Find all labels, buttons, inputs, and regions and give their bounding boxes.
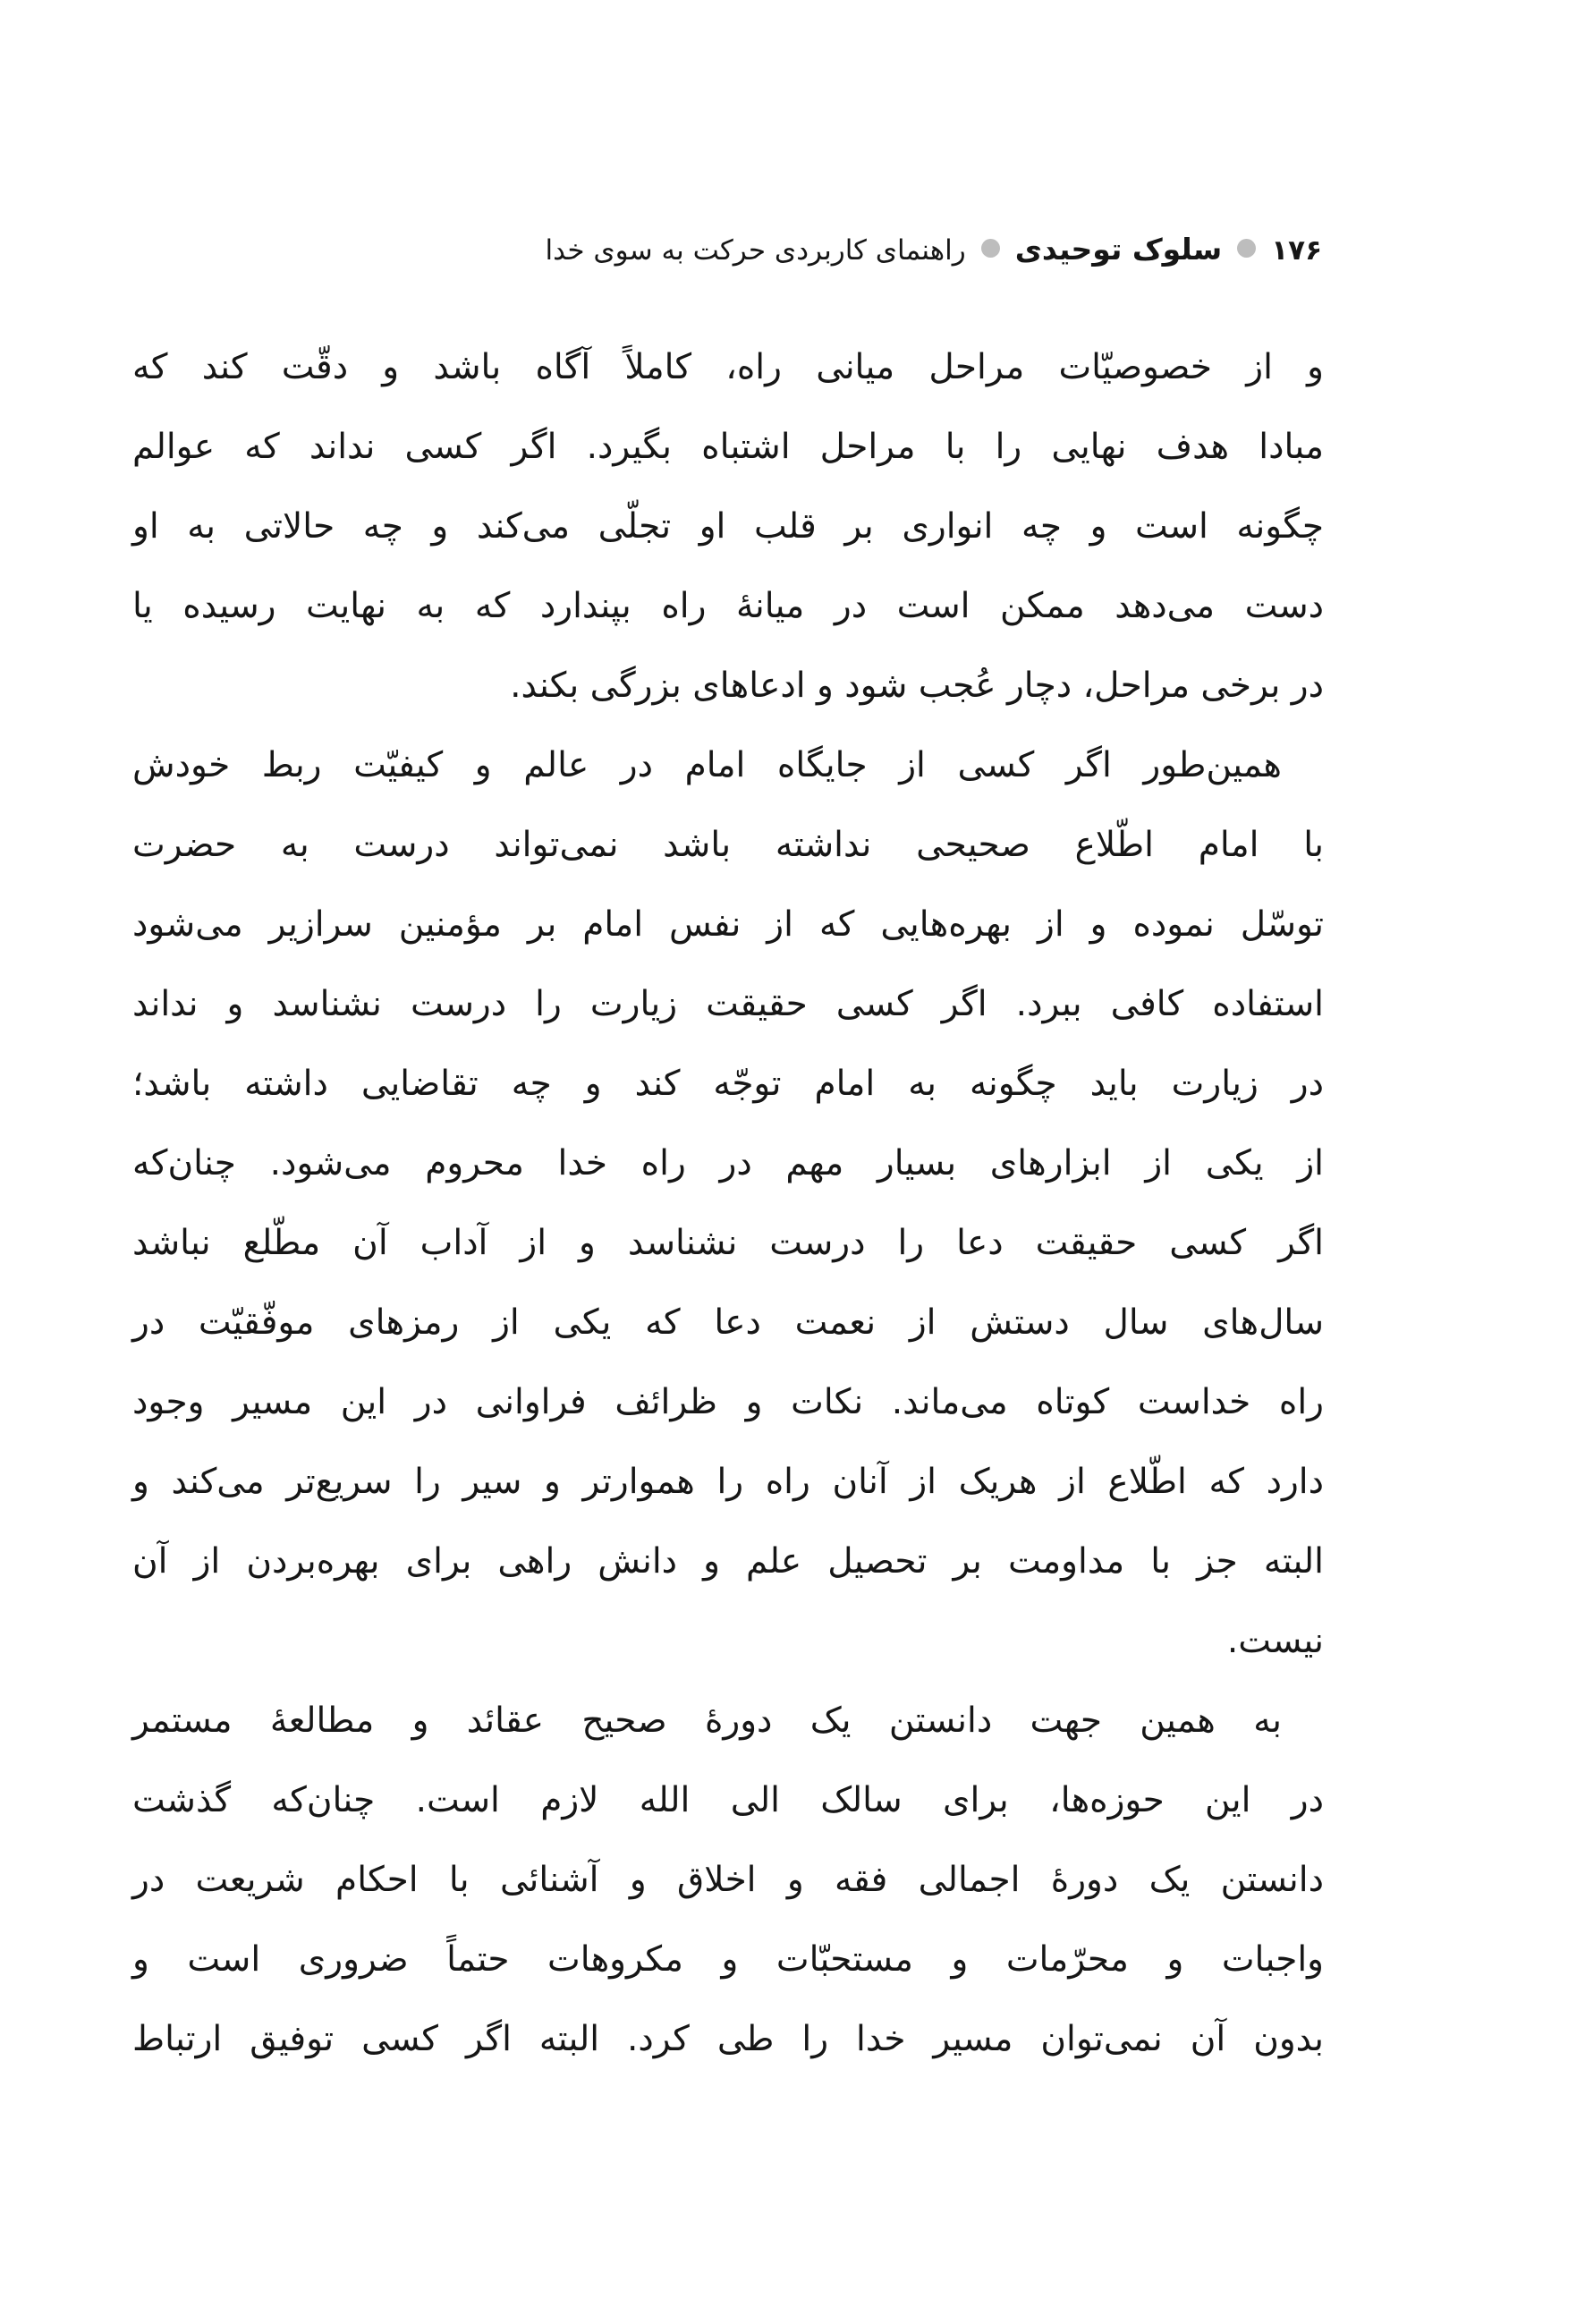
book-subtitle: راهنمای کاربردی حرکت به سوی خدا <box>545 234 966 267</box>
paragraph <box>132 1681 1324 2079</box>
text-line: در این حوزه‌ها، برای سالک الی الله لازم است. چنان‌که گذشت <box>132 1780 1324 1820</box>
text-line: به همین جهت دانستن یک دورهٔ صحیح عقائد و مطالعهٔ مستمر <box>132 1701 1282 1741</box>
page-header <box>132 222 1322 278</box>
text-line: و از خصوصیّات مراحل میانی راه، کاملاً آگاه باشد و دقّت کند که <box>132 347 1324 387</box>
text-line: همین‌طور اگر کسی از جایگاه امام در عالم و کیفیّت ربط خودش <box>132 745 1282 785</box>
text-line: نیست. <box>1226 1621 1324 1661</box>
text-line: راه خداست کوتاه می‌ماند. نکات و ظرائف فراوانی در این مسیر وجود <box>132 1382 1324 1422</box>
text-line: البته جز با مداومت بر تحصیل علم و دانش راهی برای بهره‌بردن از آن <box>132 1541 1324 1582</box>
text-line: واجبات و محرّمات و مستحبّات و مکروهات حتماً ضروری است و <box>132 1939 1324 1980</box>
text-line: توسّل نموده و از بهره‌هایی که از نفس امام بر مؤمنین سرازیر می‌شود <box>132 904 1324 945</box>
text-line: چگونه است و چه انواری بر قلب او تجلّی می‌کند و چه حالاتی به او <box>132 506 1324 547</box>
text-line: در زیارت باید چگونه به امام توجّه کند و چه تقاضایی داشته باشد؛ <box>132 1064 1324 1104</box>
text-line: اگر کسی حقیقت دعا را درست نشناسد و از آداب آن مطّلع نباشد <box>132 1223 1324 1263</box>
text-line: با امام اطّلاع صحیحی نداشته باشد نمی‌تواند درست به حضرت <box>132 825 1324 865</box>
text-line: در برخی مراحل، دچار عُجب شود و ادعاهای بزرگی بکند. <box>510 666 1324 706</box>
text-line: استفاده کافی ببرد. اگر کسی حقیقت زیارت را درست نشناسد و نداند <box>132 984 1324 1024</box>
text-line: بدون آن نمی‌توان مسیر خدا را طی کرد. البته اگر کسی توفیق ارتباط <box>132 2019 1324 2059</box>
text-line: دانستن یک دورهٔ اجمالی فقه و اخلاق و آشنائی با احکام شریعت در <box>132 1860 1324 1900</box>
page-number: ۱۷۶ <box>1271 234 1322 267</box>
separator-bullet-icon <box>981 239 1000 258</box>
text-line: از یکی از ابزارهای بسیار مهم در راه خدا محروم می‌شود. چنان‌که <box>132 1143 1324 1183</box>
text-line: دست می‌دهد ممکن است در میانهٔ راه بپندارد که به نهایت رسیده یا <box>132 586 1324 626</box>
text-line: دارد که اطّلاع از هریک از آنان راه را هموارتر و سیر را سریع‌تر می‌کند و <box>132 1462 1324 1502</box>
book-title: سلوک توحیدی <box>1014 232 1223 267</box>
paragraph <box>132 725 1324 1681</box>
text-line: سال‌های سال دستش از نعمت دعا که یکی از رمزهای موفّقیّت در <box>132 1302 1324 1343</box>
separator-bullet-icon <box>1237 239 1256 258</box>
paragraph <box>132 327 1324 725</box>
text-line: مبادا هدف نهایی را با مراحل اشتباه بگیرد. اگر کسی نداند که عوالم <box>132 427 1324 467</box>
page-body <box>132 327 1324 2079</box>
